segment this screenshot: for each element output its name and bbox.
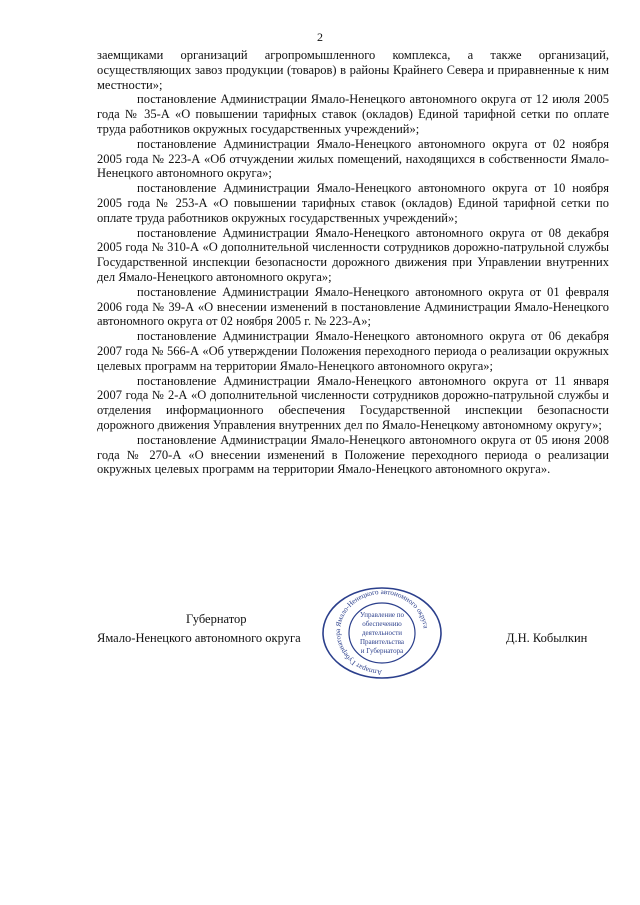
- paragraph-resolution-310a: постановление Администрации Ямало-Ненецкого автономного округа от 08 декабря 2005 года № 310-А «О дополнительной численности сотрудников дорожно-патрульной службы Государственной инспекции безопасности дорожного движения при Управлении внутренних дел Ямало-Ненецкого автономного округа»;: [97, 225, 609, 284]
- seal-inner-line-1: Управление по: [359, 611, 405, 619]
- seal-inner-line-5: и Губернатора: [360, 647, 404, 655]
- paragraph-resolution-2a: постановление Администрации Ямало-Ненецкого автономного округа от 11 января 2007 года № 2-А «О дополнительной численности сотрудников дорожно-патрульной службы и отделения информационного обеспечения Государственной инспекции безопасности дорожного движения Управления внутренних дел по Ямало-Ненецкому автономному округу»;: [97, 373, 609, 432]
- official-seal: [311, 584, 453, 682]
- seal-inner-line-3: деятельности: [361, 629, 403, 637]
- signatory-region: Ямало-Ненецкого автономного округа: [97, 631, 301, 645]
- page-number: 2: [317, 30, 323, 44]
- seal-inner-line-2: обеспечению: [362, 620, 402, 628]
- paragraph-resolution-35a: постановление Администрации Ямало-Ненецкого автономного округа от 12 июля 2005 года № 35-А «О повышении тарифных ставок (окладов) Единой тарифной сетки по оплате труда работников окружных государственных учреждений»;: [97, 92, 609, 136]
- paragraph-resolution-39a: постановление Администрации Ямало-Ненецкого автономного округа от 01 февраля 2006 года № 39-А «О внесении изменений в постановление Администрации Ямало-Ненецкого автономного округа от 02 ноября 2005 г. № 223-А»;: [97, 284, 609, 329]
- document-body: [97, 48, 609, 477]
- paragraph-resolution-566a: постановление Администрации Ямало-Ненецкого автономного округа от 06 декабря 2007 года № 566-А «Об утверждении Положения переходного периода о реализации окружных целевых программ на территории Ямало-Ненецкого автономного округа»;: [97, 329, 609, 373]
- paragraph-resolution-270a: постановление Администрации Ямало-Ненецкого автономного округа от 05 июня 2008 года № 270-А «О внесении изменений в Положение переходного периода о реализации окружных целевых программ на территории Ямало-Ненецкого автономного округа».: [97, 432, 609, 477]
- signatory-name: Д.Н. Кобылкин: [506, 631, 588, 645]
- seal-outer-text: Аппарат Губернатора Ямало-Ненецкого автономного округа: [333, 587, 430, 677]
- paragraph-resolution-223a: постановление Администрации Ямало-Ненецкого автономного округа от 02 ноября 2005 года № 223-А «Об отчуждении жилых помещений, находящихся в собственности Ямало-Ненецкого автономного округа»;: [97, 136, 609, 181]
- signatory-title: Губернатор: [186, 612, 247, 626]
- seal-inner-line-4: Правительства: [359, 638, 405, 646]
- paragraph-continuation: заемщиками организаций агропромышленного комплекса, а также организаций, осуществляющих завоз продукции (товаров) в районы Крайнего Севера и приравненные к ним местности»;: [97, 48, 609, 92]
- paragraph-resolution-253a: постановление Администрации Ямало-Ненецкого автономного округа от 10 ноября 2005 года № 253-А «О повышении тарифных ставок (окладов) Единой тарифной сетки по оплате труда работников окружных государственных учреждений»;: [97, 181, 609, 225]
